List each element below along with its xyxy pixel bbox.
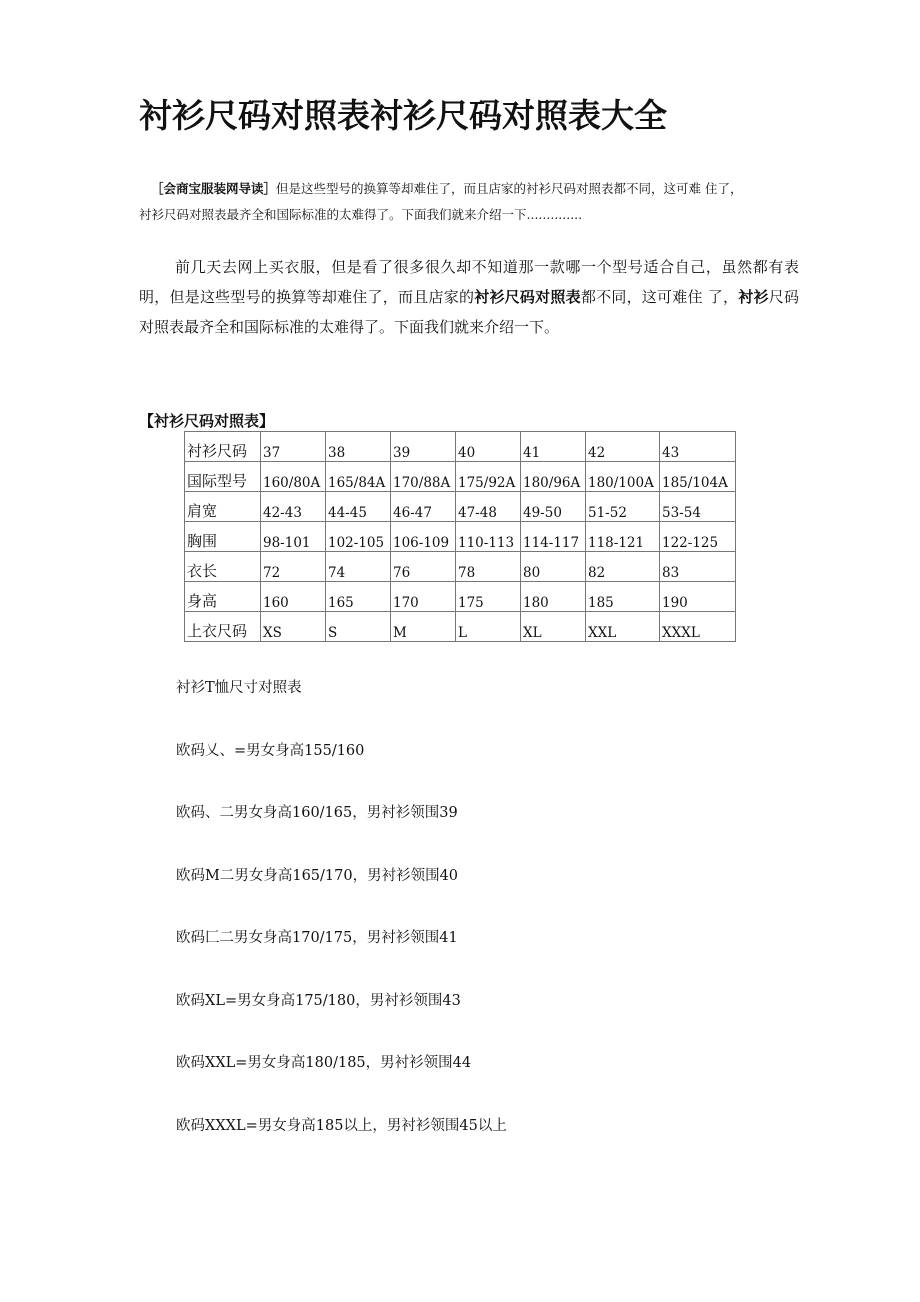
row-header-cell: 肩宽 [185,492,261,522]
table-cell: 40 [456,432,521,462]
lead-line-1 [139,176,789,202]
table-cell: 185 [586,582,660,612]
table-cell: 170 [391,582,456,612]
table-cell: 43 [660,432,736,462]
row-header-cell: 衣长 [185,552,261,582]
size-chart-table [184,431,736,642]
intro-text-3: 尺码对照表最齐全和国际标准的太难得了。下面我们就来介绍一下。 [139,288,799,336]
list-item: 欧码XXXL=男女身高185以上，男衬衫领围45以上 [176,1117,507,1134]
list-item: 欧码、二男女身高160/165，男衬衫领围39 [176,805,458,821]
table-cell: XL [521,612,586,642]
table-row [185,552,736,582]
table-cell: 180/100A [586,462,660,492]
table-cell: 41 [521,432,586,462]
list-item: 欧码XXL=男女身高180/185，男衬衫领围44 [176,1055,472,1071]
table-cell: 165 [326,582,391,612]
table-cell: 190 [660,582,736,612]
intro-text-2: 都不同，这可难住 了， [580,288,739,306]
page-title: 衬衫尺码对照表衬衫尺码对照表大全 [139,96,667,135]
table-cell: 80 [521,552,586,582]
list-heading: 衬衫T恤尺寸对照表 [176,680,302,696]
table-cell: S [326,612,391,642]
table-row [185,432,736,462]
table-cell: 49-50 [521,492,586,522]
table-caption: 【衬衫尺码对照表】 [139,412,275,430]
table-cell: 76 [391,552,456,582]
row-header-cell: 衬衫尺码 [185,432,261,462]
table-cell: 114-117 [521,522,586,552]
table-cell: 74 [326,552,391,582]
table-cell: M [391,612,456,642]
table-row [185,582,736,612]
table-cell: 98-101 [261,522,326,552]
row-header-cell: 胸围 [185,522,261,552]
table-cell: 42-43 [261,492,326,522]
intro-paragraph [139,252,799,342]
table-row [185,492,736,522]
table-cell: 110-113 [456,522,521,552]
table-cell: 44-45 [326,492,391,522]
size-list [176,674,507,1174]
table-cell: 180/96A [521,462,586,492]
table-cell: 38 [326,432,391,462]
row-header-cell: 国际型号 [185,462,261,492]
list-item: 欧码XL=男女身高175/180，男衬衫领围43 [176,992,461,1009]
row-header-cell: 上衣尺码 [185,612,261,642]
table-cell: 122-125 [660,522,736,552]
table-cell: 175 [456,582,521,612]
list-item: 欧码匚二男女身高170/175，男衬衫领围41 [176,930,458,946]
table-cell: L [456,612,521,642]
table-cell: 78 [456,552,521,582]
table-row [185,612,736,642]
table-cell: 39 [391,432,456,462]
table-cell: 47-48 [456,492,521,522]
table-row [185,462,736,492]
lead-line-2: 衬衫尺码对照表最齐全和国际标准的太难得了。下面我们就来介绍一下.............. [139,207,583,222]
table-cell: 170/88A [391,462,456,492]
table-cell: 185/104A [660,462,736,492]
table-cell: 51-52 [586,492,660,522]
table-cell: 160 [261,582,326,612]
table-cell: 165/84A [326,462,391,492]
table-cell: 175/92A [456,462,521,492]
table-cell: XXL [586,612,660,642]
table-cell: 106-109 [391,522,456,552]
table-cell: 160/80A [261,462,326,492]
table-cell: 180 [521,582,586,612]
table-cell: 46-47 [391,492,456,522]
intro-bold-2: 衬衫 [738,288,769,306]
intro-bold-1: 衬衫尺码对照表 [474,288,581,306]
table-cell: 83 [660,552,736,582]
table-cell: 37 [261,432,326,462]
lead-tag: ［会商宝服装网导读］ [151,181,277,196]
table-cell: 53-54 [660,492,736,522]
table-row [185,522,736,552]
row-header-cell: 身高 [185,582,261,612]
table-cell: XS [261,612,326,642]
table-cell: 118-121 [586,522,660,552]
list-item: 欧码M二男女身高165/170，男衬衫领围40 [176,867,459,884]
list-item: 欧码乂、=男女身高155/160 [176,742,365,759]
intro-text-1: 前几天去网上买衣服，但是看了很多很久却不知道那一款哪一个型号适合自己，虽然都有表明，但是这些型号的换算等却难住了，而且店家的 [139,258,799,306]
table-cell: XXXL [660,612,736,642]
table-cell: 82 [586,552,660,582]
lead-summary [139,176,789,228]
table-cell: 42 [586,432,660,462]
table-cell: 102-105 [326,522,391,552]
lead-text-1: 但是这些型号的换算等却难住了，而且店家的衬衫尺码对照表都不同，这可难 住了， [276,181,743,196]
table-cell: 72 [261,552,326,582]
